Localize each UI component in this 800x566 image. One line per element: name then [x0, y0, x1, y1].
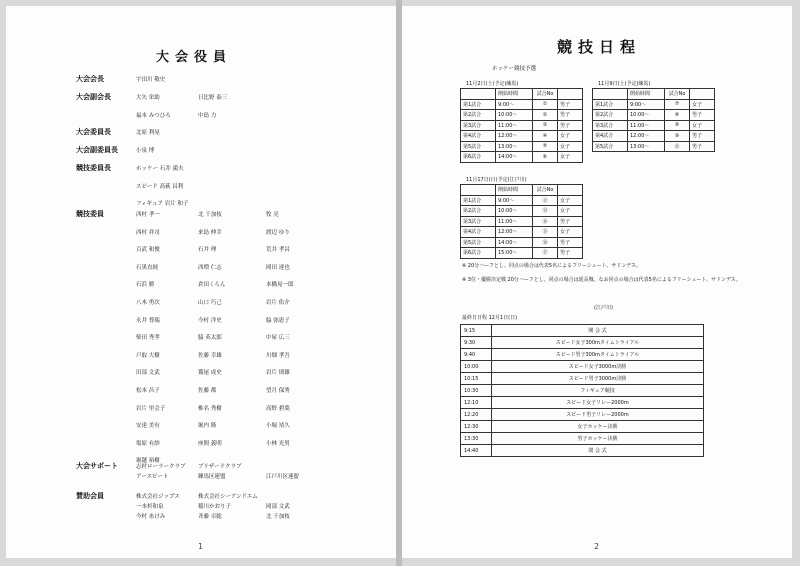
- table-cell: [461, 185, 496, 196]
- table-cell: ④: [533, 131, 558, 142]
- official-name: 練馬区連盟: [198, 474, 226, 480]
- event-time: 9:40: [461, 349, 492, 361]
- table-cell: ⑧: [665, 110, 690, 121]
- event-name: スピード男子3000m決勝: [492, 373, 704, 385]
- official-name: 堀越 裕樹: [136, 458, 160, 465]
- official-name: 西村 孝一: [136, 212, 160, 218]
- official-name: 牧 亮: [266, 212, 279, 218]
- official-name: 脇 英太郎: [198, 335, 222, 342]
- table-cell: 第6試合: [461, 152, 496, 163]
- event-name: フィギュア競技: [492, 385, 704, 397]
- page-number-1: 1: [198, 542, 204, 551]
- table-row: [461, 361, 704, 373]
- event-name: スピード女子リレー2000m: [492, 397, 704, 409]
- table-cell: ⑨: [665, 120, 690, 131]
- table-cell: 11:00～: [496, 216, 533, 227]
- official-name: 小泉 博: [136, 148, 155, 154]
- table-cell: 13:00～: [628, 141, 665, 152]
- schedule-title: 競技日程: [557, 38, 642, 56]
- table-row: [461, 433, 704, 445]
- hockey-schedule-table: [592, 88, 715, 152]
- official-name: 脇 弥恵子: [266, 317, 290, 324]
- table-cell: 14:00～: [496, 152, 533, 163]
- table-cell: 第5試合: [593, 141, 628, 152]
- table-cell: [593, 89, 628, 100]
- official-name: 岩片 里会子: [136, 405, 166, 412]
- event-name: 開 会 式: [492, 325, 704, 337]
- official-name: アースピート: [136, 474, 169, 480]
- table-cell: ⑯: [533, 237, 558, 248]
- table-row: [461, 152, 583, 163]
- event-time: 12:20: [461, 409, 492, 421]
- table-cell: 第2試合: [461, 206, 496, 217]
- table-cell: ③: [533, 120, 558, 131]
- table-row: [461, 445, 704, 457]
- table-cell: 第3試合: [461, 216, 496, 227]
- table-cell: ⑬: [533, 206, 558, 217]
- table-cell: 11:00～: [496, 120, 533, 131]
- table-cell: 第2試合: [461, 110, 496, 121]
- official-name: ホッケー 石井 満夫: [136, 166, 184, 172]
- official-name: 来島 伸幸: [198, 229, 222, 236]
- table-cell: 9:00～: [496, 195, 533, 206]
- official-name: 株式会社ジップス: [136, 494, 180, 500]
- official-name: 小堀 靖久: [266, 423, 290, 430]
- official-name: 石井 理: [198, 247, 217, 254]
- official-name: 石浜 勝: [136, 282, 155, 289]
- table-cell: 第3試合: [461, 120, 496, 131]
- official-name: 大矢 栄助: [136, 95, 160, 101]
- official-name: 佐藤 幸雄: [198, 352, 222, 359]
- hockey-schedule-table: [460, 184, 583, 259]
- table-row: [593, 141, 715, 152]
- table-cell: 第3試合: [593, 120, 628, 131]
- official-name: 江戸川区連盟: [266, 474, 300, 480]
- table-row: [593, 110, 715, 121]
- table-cell: ⑥: [533, 152, 558, 163]
- table-cell: 男子: [690, 141, 715, 152]
- official-name: 荒井 孝昌: [266, 247, 290, 254]
- official-name: 一本杉和泉: [136, 504, 164, 510]
- role-label: 大会会長: [76, 75, 104, 83]
- table-cell: 男子: [558, 248, 583, 259]
- table-row: [461, 131, 583, 142]
- table-cell: ⑫: [533, 195, 558, 206]
- official-name: 松本 昌子: [136, 388, 160, 394]
- table-row: [461, 216, 583, 227]
- table-cell: 第1試合: [461, 99, 496, 110]
- table-row: [461, 397, 704, 409]
- official-name: 安達 美有: [136, 423, 160, 430]
- table-cell: ⑩: [665, 131, 690, 142]
- official-name: 川畑 孝吾: [266, 352, 290, 359]
- table-row: [593, 120, 715, 131]
- event-time: 10:15: [461, 373, 492, 385]
- page-number-2: 2: [594, 542, 600, 551]
- official-name: 北 千加枝: [266, 514, 290, 520]
- schedule-caption: 11月9日(土)予定(練馬): [598, 81, 651, 87]
- hockey-schedule-table: [460, 88, 583, 163]
- note-1: ※ 20分ハーフとし、同点の場合は代表5名によるフリーシュート、サドンデス。: [462, 263, 642, 269]
- table-row: [593, 99, 715, 110]
- event-name: スピード男子リレー2000m: [492, 409, 704, 421]
- table-cell: 15:00～: [496, 248, 533, 259]
- official-name: 田部 文武: [136, 370, 160, 377]
- table-row: [461, 337, 704, 349]
- table-row: [461, 227, 583, 238]
- official-name: 今村 洋史: [198, 317, 222, 324]
- table-cell: 女子: [558, 141, 583, 152]
- table-cell: 女子: [558, 206, 583, 217]
- table-cell: 第4試合: [461, 131, 496, 142]
- table-cell: 12:00～: [496, 131, 533, 142]
- table-row: [461, 349, 704, 361]
- final-venue: (江戸川): [594, 305, 613, 311]
- table-cell: 男子: [558, 216, 583, 227]
- schedule-caption: 11月17日(日)予定(江戸川): [466, 177, 527, 183]
- table-cell: ⑭: [533, 216, 558, 227]
- table-row: [461, 421, 704, 433]
- note-2: ※ 3位・優勝決定戦 20分ハーフとし、同点の場合は延長戦。なお同点の場合は代表5名によるフリーシュート、サドンデス。: [462, 277, 741, 283]
- table-cell: 試合No: [665, 89, 690, 100]
- table-cell: 女子: [558, 195, 583, 206]
- table-cell: 男子: [558, 99, 583, 110]
- table-cell: 開始時間: [628, 89, 665, 100]
- table-row: [461, 206, 583, 217]
- table-cell: ⑤: [533, 141, 558, 152]
- official-name: 小林 光男: [266, 440, 290, 447]
- table-row: [461, 373, 704, 385]
- table-cell: 開始時間: [496, 185, 533, 196]
- table-row: [593, 131, 715, 142]
- table-cell: 男子: [558, 110, 583, 121]
- table-cell: 女子: [690, 99, 715, 110]
- official-name: 望月 保秀: [266, 388, 290, 394]
- table-row: [461, 99, 583, 110]
- table-cell: ①: [533, 99, 558, 110]
- final-day-table: [460, 324, 704, 457]
- official-name: 日比野 泰三: [198, 95, 228, 101]
- table-cell: 第6試合: [461, 248, 496, 259]
- event-name: スピード女子3000m決勝: [492, 361, 704, 373]
- official-name: 八木 勇次: [136, 300, 160, 306]
- table-cell: 第4試合: [593, 131, 628, 142]
- table-cell: 第5試合: [461, 237, 496, 248]
- event-time: 9:30: [461, 337, 492, 349]
- role-label: 賛助会員: [76, 492, 104, 500]
- official-name: 岩片 佑介: [266, 300, 290, 306]
- event-time: 12:30: [461, 421, 492, 433]
- table-header-row: [461, 185, 583, 196]
- table-row: [461, 110, 583, 121]
- role-label: 競技委員長: [76, 164, 111, 172]
- official-name: 志村ローラークラブ: [136, 464, 186, 470]
- table-cell: ②: [533, 110, 558, 121]
- event-time: 10:30: [461, 385, 492, 397]
- left-page: [6, 6, 396, 558]
- role-label: 大会サポート: [76, 462, 118, 470]
- hockey-heading: ホッケー競技予選: [492, 66, 537, 72]
- table-cell: ⑰: [533, 248, 558, 259]
- table-cell: 男子: [690, 131, 715, 142]
- table-cell: ⑮: [533, 227, 558, 238]
- official-name: 渡辺 ゆり: [266, 229, 290, 236]
- table-row: [461, 248, 583, 259]
- official-name: 本橋晃一郎: [266, 282, 294, 289]
- role-label: 競技委員: [76, 210, 104, 218]
- table-cell: 試合No: [533, 89, 558, 100]
- table-cell: 女子: [558, 131, 583, 142]
- official-name: 永井 尊瑞: [136, 317, 160, 324]
- table-cell: 14:00～: [496, 237, 533, 248]
- table-row: [461, 195, 583, 206]
- event-name: スピード男子300mタイムトライアル: [492, 349, 704, 361]
- table-cell: 第4試合: [461, 227, 496, 238]
- official-name: 西増 仁志: [198, 264, 222, 271]
- table-row: [461, 409, 704, 421]
- event-name: スピード女子300mタイムトライアル: [492, 337, 704, 349]
- event-time: 10:00: [461, 361, 492, 373]
- table-cell: 10:00～: [496, 110, 533, 121]
- official-name: 佐藤 都: [198, 388, 217, 394]
- official-name: 石黒直純: [136, 264, 159, 271]
- table-cell: 11:00～: [628, 120, 665, 131]
- role-label: 大会委員長: [76, 128, 111, 136]
- table-cell: 第1試合: [461, 195, 496, 206]
- table-cell: 第1試合: [593, 99, 628, 110]
- table-cell: 男子: [558, 120, 583, 131]
- official-name: 椎名 秀樹: [198, 405, 222, 412]
- table-cell: 女子: [558, 152, 583, 163]
- table-cell: 女子: [558, 227, 583, 238]
- table-cell: 12:00～: [628, 131, 665, 142]
- event-name: 男子ホッケー決勝: [492, 433, 704, 445]
- official-name: スピード 高萩 昌利: [136, 183, 184, 190]
- table-cell: ⑪: [665, 141, 690, 152]
- event-time: 12:10: [461, 397, 492, 409]
- official-name: 北 千加枝: [198, 212, 222, 218]
- official-name: 株式会社シーアンドエム: [198, 494, 258, 500]
- official-name: 高野 碧葉: [266, 405, 290, 412]
- event-time: 9:15: [461, 325, 492, 337]
- official-name: 戸取 大樹: [136, 352, 160, 359]
- table-cell: 開始時間: [496, 89, 533, 100]
- table-cell: 10:00～: [628, 110, 665, 121]
- officials-title: 大会役員: [156, 50, 233, 65]
- official-name: 岡田 達也: [266, 264, 290, 271]
- official-name: 福本 みつひろ: [136, 113, 171, 119]
- table-header-row: [461, 89, 583, 100]
- table-row: [461, 141, 583, 152]
- official-name: 柴田 秀孝: [136, 335, 160, 342]
- table-row: [461, 325, 704, 337]
- official-name: 中屋 広三: [266, 335, 290, 342]
- table-cell: [558, 185, 583, 196]
- table-cell: [461, 89, 496, 100]
- official-name: 今村 あけみ: [136, 514, 166, 520]
- table-cell: 男子: [558, 237, 583, 248]
- event-name: 閉 会 式: [492, 445, 704, 457]
- table-cell: [690, 89, 715, 100]
- official-name: 鷲尾 成史: [198, 370, 222, 377]
- table-cell: 13:00～: [496, 141, 533, 152]
- official-name: 北原 利晃: [136, 130, 160, 136]
- table-cell: 女子: [690, 120, 715, 131]
- official-name: 稲川かおり子: [198, 504, 232, 510]
- official-name: 座間 義明: [198, 440, 222, 447]
- table-cell: 第5試合: [461, 141, 496, 152]
- official-name: 西村 祥司: [136, 229, 160, 236]
- official-name: 中島 力: [198, 113, 217, 119]
- right-page: [402, 6, 792, 558]
- table-row: [461, 237, 583, 248]
- official-name: 宇田川 敬史: [136, 77, 166, 83]
- event-time: 14:40: [461, 445, 492, 457]
- official-name: 岩片 則雄: [266, 370, 290, 377]
- final-day-heading: 最終日日程 12月1日(日): [462, 315, 518, 321]
- table-cell: 9:00～: [628, 99, 665, 110]
- event-name: 女子ホッケー決勝: [492, 421, 704, 433]
- official-name: 斉藤 卓聡: [198, 514, 222, 520]
- official-name: 百武 和俊: [136, 247, 160, 254]
- official-name: 倉田くらん: [198, 282, 226, 289]
- table-row: [461, 385, 704, 397]
- table-cell: ⑦: [665, 99, 690, 110]
- official-name: 岡部 文武: [266, 504, 290, 510]
- table-cell: 試合No: [533, 185, 558, 196]
- official-name: 堀内 隆: [198, 423, 217, 430]
- role-label: 大会副会長: [76, 93, 111, 101]
- table-header-row: [593, 89, 715, 100]
- table-cell: 第2試合: [593, 110, 628, 121]
- official-name: フィギュア 岩片 和子: [136, 201, 189, 208]
- table-cell: 男子: [690, 110, 715, 121]
- official-name: 塩原 有紗: [136, 440, 160, 447]
- role-label: 大会副委員長: [76, 146, 118, 154]
- table-cell: [558, 89, 583, 100]
- table-row: [461, 120, 583, 131]
- official-name: ブリザードクラブ: [198, 464, 242, 470]
- table-cell: 10:00～: [496, 206, 533, 217]
- event-time: 13:30: [461, 433, 492, 445]
- table-cell: 12:00～: [496, 227, 533, 238]
- official-name: 山口 巧己: [198, 300, 222, 306]
- schedule-caption: 11月2日(土)予定(練馬): [466, 81, 519, 87]
- table-cell: 9:00～: [496, 99, 533, 110]
